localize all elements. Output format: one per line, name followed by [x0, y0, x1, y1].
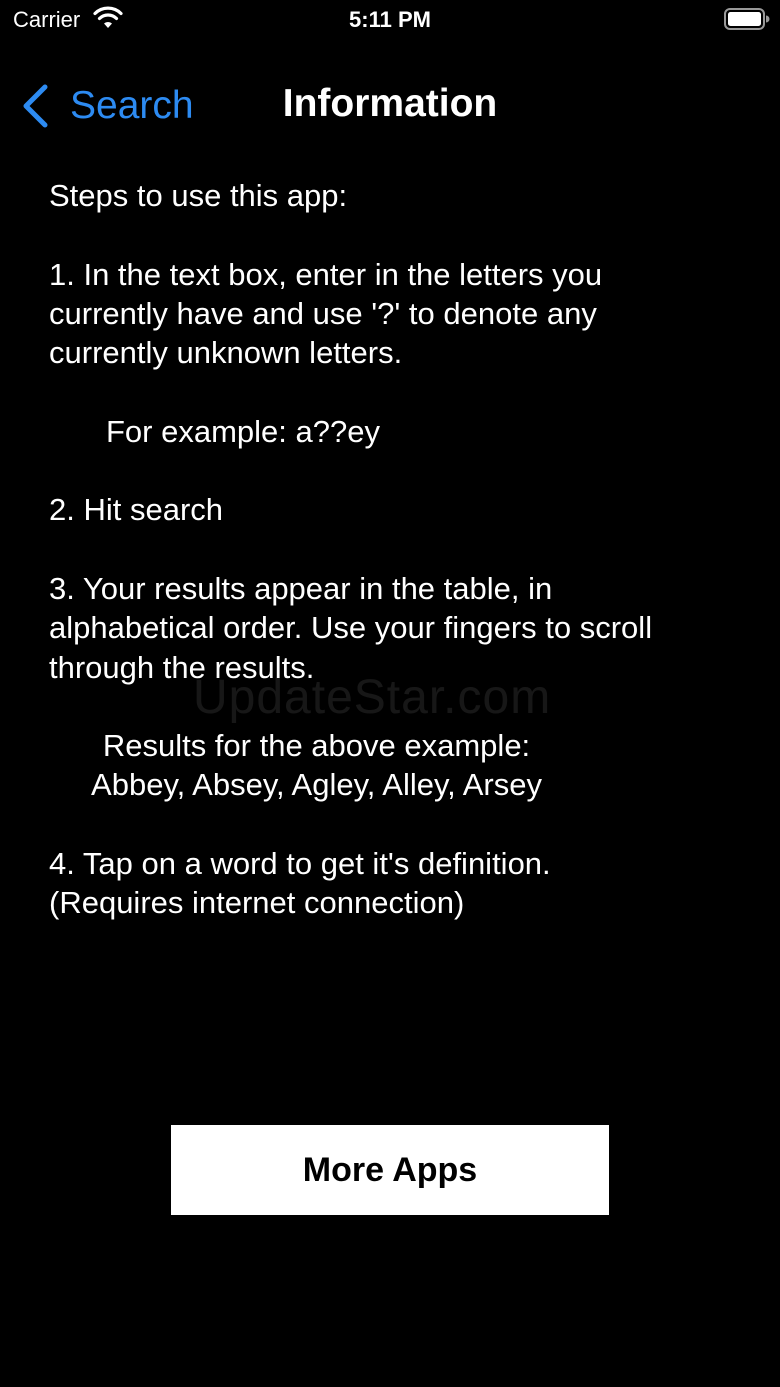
- navigation-bar: [0, 70, 780, 140]
- step-1-line-2: currently have and use '?' to denote any: [49, 295, 597, 331]
- step-1-line-3: currently unknown letters.: [49, 335, 403, 371]
- clock: 5:11 PM: [349, 7, 431, 32]
- step-3-line-1: 3. Your results appear in the table, in: [49, 570, 553, 606]
- step-4-line-1: 4. Tap on a word to get it's definition.: [49, 846, 551, 882]
- step-4-line-2: (Requires internet connection): [49, 885, 465, 921]
- page-title: Information: [282, 82, 498, 125]
- results-list: Abbey, Absey, Agley, Alley, Arsey: [91, 767, 542, 803]
- instructions-text: [49, 176, 749, 923]
- example-text: For example: a??ey: [106, 413, 380, 449]
- watermark: UpdateStar.com: [193, 671, 552, 724]
- step-2: 2. Hit search: [49, 492, 224, 528]
- instructions-heading: Steps to use this app:: [49, 178, 348, 213]
- step-3-line-2: alphabetical order. Use your fingers to scroll: [49, 610, 653, 646]
- more-apps-button[interactable]: More Apps: [171, 1125, 609, 1215]
- status-bar: [0, 0, 780, 40]
- carrier-label: Carrier: [13, 7, 81, 32]
- step-3-line-3: through the results.: [49, 649, 315, 685]
- step-1-line-1: 1. In the text box, enter in the letters you: [49, 256, 603, 292]
- battery-icon: [724, 8, 770, 30]
- results-heading: Results for the above example:: [102, 728, 531, 764]
- back-button-label: Search: [70, 84, 194, 127]
